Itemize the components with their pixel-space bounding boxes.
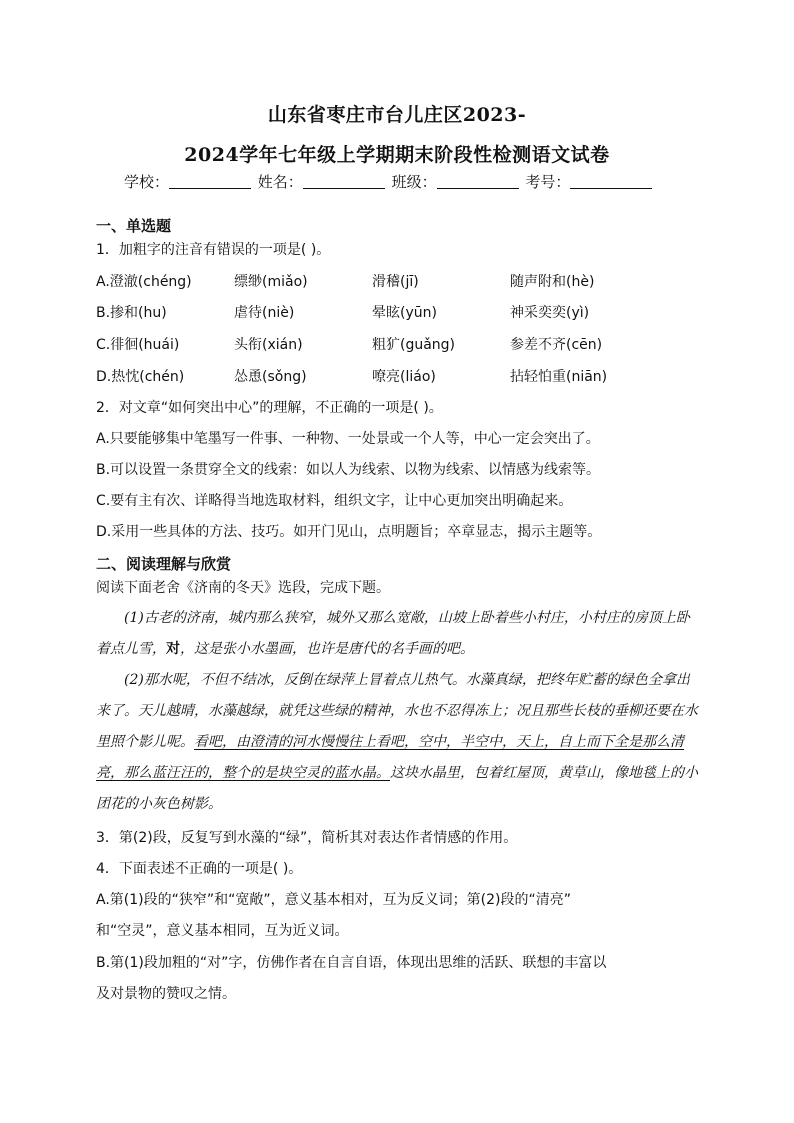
- question-2-stem: 2．对文章“如何突出中心”的理解，不正确的一项是( )。: [96, 400, 443, 416]
- exam-number-label: 考号：: [525, 173, 571, 191]
- question-4-option-b-line2: 及对景物的赞叹之情。: [96, 986, 236, 1002]
- exam-title-line2: 2024学年七年级上学期期末阶段性检测语文试卷: [184, 144, 610, 166]
- exam-number-blank[interactable]: [570, 174, 652, 189]
- passage-1-text-a: (1)古老的济南，城内那么狭窄，城外又那么宽敞，山坡上卧着些小村庄，小村庄的房顶上卧着点儿雪，: [96, 610, 690, 657]
- passage-paragraph-1: [96, 603, 700, 665]
- option-cell: 晕眩(yūn): [372, 305, 437, 321]
- question-2-option-a: A.只要能够集中笔墨写一件事、一种物、一处景或一个人等，中心一定会突出了。: [96, 431, 600, 447]
- question-4-option-a-line1: A.第(1)段的“狭窄”和“宽敞”，意义基本相对，互为反义词；第(2)段的“清亮”: [96, 892, 571, 908]
- option-cell: 缥缈(miǎo): [234, 274, 308, 290]
- class-blank[interactable]: [437, 174, 519, 189]
- school-blank[interactable]: [169, 174, 251, 189]
- name-blank[interactable]: [303, 174, 385, 189]
- option-cell: 参差不齐(cēn): [510, 337, 603, 353]
- passage-2-text-c: 这块水晶里，包着红屋顶，黄草山，像地毯上的小团花的小灰色树影。: [96, 765, 698, 812]
- option-cell: 随声附和(hè): [510, 274, 595, 290]
- option-cell: D.热忱(chén): [96, 369, 185, 385]
- question-1-option-b: [96, 302, 716, 322]
- question-1-stem: 1．加粗字的注音有错误的一项是( )。: [96, 242, 331, 258]
- option-cell: 粗犷(guǎng): [372, 337, 456, 353]
- passage-1-text-b: ，这是张小水墨画，也许是唐代的名手画的吧。: [180, 641, 474, 657]
- exam-title-line1: 山东省枣庄市台儿庄区2023-: [267, 104, 527, 126]
- option-cell: 滑稽(jī): [372, 274, 419, 290]
- bold-word-dui: 对: [166, 641, 180, 657]
- question-4-option-b-line1: B.第(1)段加粗的“对”字，仿佛作者在自言自语，体现出思维的活跃、联想的丰富以: [96, 955, 607, 971]
- question-1-option-c: [96, 334, 716, 354]
- option-cell: 头衔(xián): [234, 337, 303, 353]
- option-cell: 嘹亮(liáo): [372, 369, 436, 385]
- question-2-option-c: C.要有主有次、详略得当地选取材料，组织文字，让中心更加突出明确起来。: [96, 493, 573, 509]
- question-3-stem: 3．第(2)段，反复写到水藻的“绿”，简析其对表达作者情感的作用。: [96, 830, 518, 846]
- option-cell: C.徘徊(huái): [96, 337, 180, 353]
- option-cell: A.澄澈(chéng): [96, 274, 192, 290]
- passage-2-underlined-sentence: 看吧，由澄清的河水慢慢往上看吧，空中，半空中，天上，自上而下全是那么清亮，那么蓝汪汪的，整个的是块空灵的蓝水晶。: [96, 734, 684, 781]
- name-label: 姓名：: [257, 173, 303, 191]
- class-label: 班级：: [391, 173, 437, 191]
- question-4-option-a-line2: 和“空灵”，意义基本相同，互为近义词。: [96, 923, 349, 939]
- passage-paragraph-2: [96, 665, 700, 820]
- section-heading-single-choice: 一、单选题: [96, 217, 172, 235]
- reading-intro: 阅读下面老舍《济南的冬天》选段，完成下题。: [96, 580, 390, 596]
- question-1-option-a: [96, 271, 716, 291]
- question-4-stem: 4．下面表述不正确的一项是( )。: [96, 861, 303, 877]
- student-info-line: [124, 171, 684, 192]
- option-cell: B.掺和(hu): [96, 305, 167, 321]
- option-cell: 怂恿(sǒng): [234, 369, 307, 385]
- option-cell: 神采奕奕(yì): [510, 305, 590, 321]
- school-label: 学校：: [124, 173, 170, 191]
- passage-2-text-a: (2)那水呢，不但不结冰，反倒在绿萍上冒着点儿热气。水藻真绿，把终年贮蓄的绿色全拿出来了。天儿越晴，水藻越绿，就凭这些绿的精神，水也不忍得冻上；况且那些长枝的垂柳还要在水里照个影儿呢。: [96, 672, 698, 750]
- question-1-option-d: [96, 366, 716, 386]
- question-2-option-d: D.采用一些具体的方法、技巧。如开门见山，点明题旨；卒章显志，揭示主题等。: [96, 524, 602, 540]
- section-heading-reading: 二、阅读理解与欣赏: [96, 555, 232, 573]
- question-2-option-b: B.可以设置一条贯穿全文的线索：如以人为线索、以物为线索、以情感为线索等。: [96, 462, 601, 478]
- option-cell: 虐待(niè): [234, 305, 295, 321]
- option-cell: 拈轻怕重(niān): [510, 369, 608, 385]
